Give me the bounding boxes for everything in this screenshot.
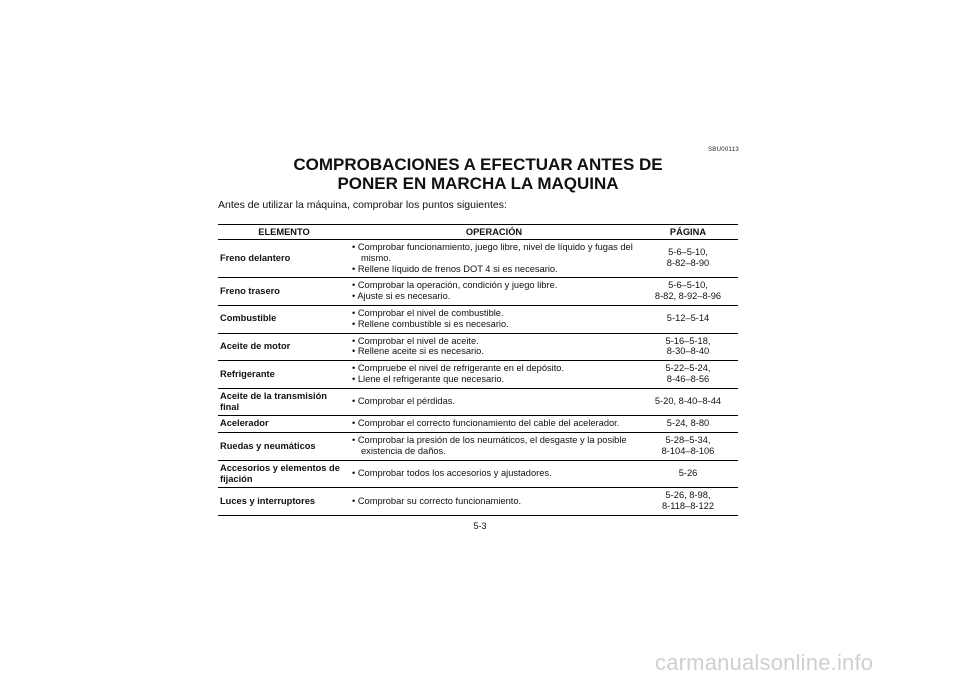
- page-reference: 8-30–8-40: [666, 346, 710, 357]
- row-element: Aceite de motor: [218, 333, 350, 361]
- row-element: Refrigerante: [218, 361, 350, 389]
- row-page: [638, 460, 738, 488]
- operation-item: • Compruebe el nivel de refrigerante en el depósito.: [352, 363, 565, 374]
- header-element: ELEMENTO: [218, 225, 350, 240]
- table-row: [218, 333, 738, 361]
- row-operation: [350, 460, 638, 488]
- page-number: 5-3: [473, 521, 487, 531]
- row-page: [638, 240, 738, 278]
- table-row: [218, 305, 738, 333]
- header-operation: OPERACIÓN: [350, 225, 638, 240]
- row-element: Luces y interruptores: [218, 488, 350, 516]
- row-element: Acelerador: [218, 416, 350, 433]
- operation-item: • Comprobar el nivel de combustible.: [352, 307, 504, 318]
- page-reference: 5-6–5-10,: [668, 247, 708, 258]
- operation-item: • Rellene líquido de frenos DOT 4 si es necesario.: [352, 263, 558, 274]
- table-row: [218, 240, 738, 278]
- operation-item: • Llene el refrigerante que necesario.: [352, 373, 505, 384]
- page-reference: 5-16–5-18,: [665, 335, 711, 346]
- page-reference: 8-46–8-56: [666, 373, 710, 384]
- document-code: SBU00113: [708, 147, 739, 153]
- row-page: [638, 433, 738, 461]
- row-operation: [350, 240, 638, 278]
- row-operation: [350, 416, 638, 433]
- page-reference: 8-118–8-122: [661, 501, 715, 512]
- row-element: Ruedas y neumáticos: [218, 433, 350, 461]
- operation-item: • Ajuste si es necesario.: [352, 291, 451, 302]
- watermark: carmanualsonline.info: [655, 650, 874, 675]
- page-reference: 5-20, 8-40–8-44: [654, 396, 722, 407]
- row-operation: [350, 278, 638, 306]
- page-reference: 5-22–5-24,: [665, 363, 711, 374]
- row-operation: [350, 333, 638, 361]
- header-page: PÁGINA: [638, 225, 738, 240]
- page-reference: 5-26: [678, 468, 698, 479]
- page-title: [218, 155, 738, 193]
- page-reference: 5-28–5-34,: [665, 435, 711, 446]
- table-header-row: [218, 225, 738, 240]
- row-element: Freno trasero: [218, 278, 350, 306]
- row-operation: [350, 433, 638, 461]
- operation-item: • Comprobar la operación, condición y juego libre.: [352, 280, 558, 291]
- row-operation: [350, 305, 638, 333]
- operation-item: • Comprobar la presión de los neumáticos, el desgaste y la posible existencia de daños.: [352, 435, 627, 456]
- row-operation: [350, 488, 638, 516]
- row-page: [638, 305, 738, 333]
- row-page: [638, 361, 738, 389]
- page-reference: 5-12–5-14: [666, 313, 710, 324]
- table-row: [218, 460, 738, 488]
- row-operation: [350, 361, 638, 389]
- operation-item: • Comprobar todos los accesorios y ajustadores.: [352, 468, 552, 479]
- operation-item: • Comprobar el pérdidas.: [352, 396, 455, 407]
- checklist-table: [218, 224, 738, 516]
- page-reference: 8-104–8-106: [661, 445, 715, 456]
- operation-item: • Comprobar su correcto funcionamiento.: [352, 495, 522, 506]
- operation-item: • Comprobar el nivel de aceite.: [352, 335, 479, 346]
- operation-item: • Comprobar funcionamiento, juego libre, nivel de líquido y fugas del mismo.: [352, 242, 633, 263]
- row-element: Combustible: [218, 305, 350, 333]
- row-page: [638, 388, 738, 416]
- page-reference: 5-24, 8-80: [666, 418, 710, 429]
- table-row: [218, 361, 738, 389]
- row-element: Accesorios y elementos de fijación: [218, 460, 350, 488]
- table-row: [218, 433, 738, 461]
- title-line-2: PONER EN MARCHA LA MAQUINA: [337, 174, 619, 193]
- page-reference: 5-26, 8-98,: [665, 490, 711, 501]
- row-page: [638, 416, 738, 433]
- page-reference: 5-6–5-10,: [668, 280, 708, 291]
- row-element: Aceite de la transmisión final: [218, 388, 350, 416]
- intro-text: Antes de utilizar la máquina, comprobar los puntos siguientes:: [218, 199, 507, 211]
- table-row: [218, 416, 738, 433]
- table-row: [218, 388, 738, 416]
- title-line-1: COMPROBACIONES A EFECTUAR ANTES DE: [293, 155, 663, 174]
- row-page: [638, 333, 738, 361]
- operation-item: • Comprobar el correcto funcionamiento del cable del acelerador.: [352, 418, 620, 429]
- operation-item: • Rellene combustible si es necesario.: [352, 318, 509, 329]
- row-page: [638, 488, 738, 516]
- row-page: [638, 278, 738, 306]
- page-reference: 8-82, 8-92–8-96: [654, 291, 722, 302]
- row-operation: [350, 388, 638, 416]
- operation-item: • Rellene aceite si es necesario.: [352, 346, 484, 357]
- table-row: [218, 278, 738, 306]
- page-reference: 8-82–8-90: [666, 258, 710, 269]
- row-element: Freno delantero: [220, 252, 291, 263]
- table-row: [218, 488, 738, 516]
